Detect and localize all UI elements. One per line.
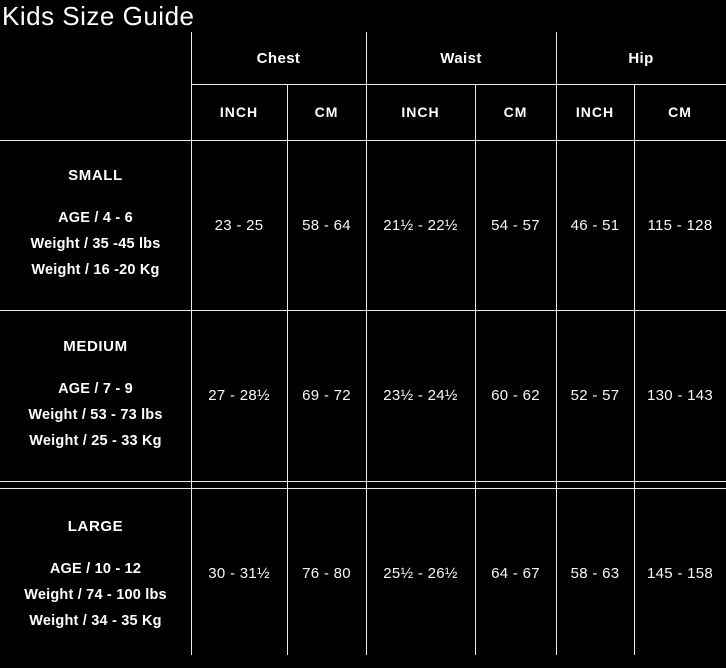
cell-medium-chest-cm: 69 - 72 xyxy=(302,387,351,404)
cell-small-chest-cm: 58 - 64 xyxy=(302,216,351,234)
cell-small-hip-cm: 115 - 128 xyxy=(647,216,713,234)
cell-medium-chest-inch: 27 - 28½ xyxy=(208,387,270,404)
cell-small-waist-inch: 21½ - 22½ xyxy=(383,216,458,234)
divider xyxy=(0,481,726,482)
column-group-hip xyxy=(556,32,726,84)
column-header-hip-cm: CM xyxy=(668,104,692,120)
cell-medium-waist-inch: 23½ - 24½ xyxy=(383,387,458,404)
column-header-chest-inch: INCH xyxy=(219,104,259,120)
weight-range-lbs: Weight / 74 - 100 lbs xyxy=(24,587,167,603)
weight-range-lbs: Weight / 35 -45 lbs xyxy=(30,236,161,252)
page-title: Kids Size Guide xyxy=(2,1,195,31)
column-group-chest xyxy=(191,32,366,84)
column-group-waist xyxy=(366,32,556,84)
row-header-medium xyxy=(0,310,191,481)
column-header-hip-inch: INCH xyxy=(575,104,615,120)
weight-range-kg: Weight / 34 - 35 Kg xyxy=(29,613,162,629)
cell-large-chest-cm: 76 - 80 xyxy=(302,564,351,582)
age-range: AGE / 10 - 12 xyxy=(49,561,142,577)
column-group-label: Chest xyxy=(256,49,301,67)
cell-small-waist-cm: 54 - 57 xyxy=(491,216,540,234)
cell-medium-hip-cm: 130 - 143 xyxy=(646,387,714,404)
cell-large-waist-inch: 25½ - 26½ xyxy=(383,564,458,582)
cell-medium-waist-cm: 60 - 62 xyxy=(491,387,540,404)
column-header-chest-cm: CM xyxy=(314,104,339,120)
row-header-small xyxy=(0,140,191,310)
column-group-label: Waist xyxy=(440,49,482,67)
weight-range-kg: Weight / 16 -20 Kg xyxy=(31,262,160,278)
size-label: LARGE xyxy=(67,518,124,535)
cell-small-chest-inch: 23 - 25 xyxy=(214,216,264,234)
cell-large-hip-cm: 145 - 158 xyxy=(646,564,714,582)
cell-medium-hip-inch: 52 - 57 xyxy=(570,387,620,404)
cell-small-hip-inch: 46 - 51 xyxy=(570,216,620,234)
column-header-waist-cm: CM xyxy=(503,104,528,120)
cell-large-chest-inch: 30 - 31½ xyxy=(208,564,270,582)
column-group-label: Hip xyxy=(628,49,654,67)
column-header-waist-inch: INCH xyxy=(401,104,440,120)
size-label: SMALL xyxy=(68,167,123,184)
weight-range-kg: Weight / 25 - 33 Kg xyxy=(29,432,162,449)
age-range: AGE / 7 - 9 xyxy=(58,380,133,397)
weight-range-lbs: Weight / 53 - 73 lbs xyxy=(28,406,163,423)
cell-large-waist-cm: 64 - 67 xyxy=(491,564,540,582)
age-range: AGE / 4 - 6 xyxy=(58,210,133,226)
size-label: MEDIUM xyxy=(63,337,128,355)
row-header-large xyxy=(0,488,191,664)
cell-large-hip-inch: 58 - 63 xyxy=(570,564,620,582)
